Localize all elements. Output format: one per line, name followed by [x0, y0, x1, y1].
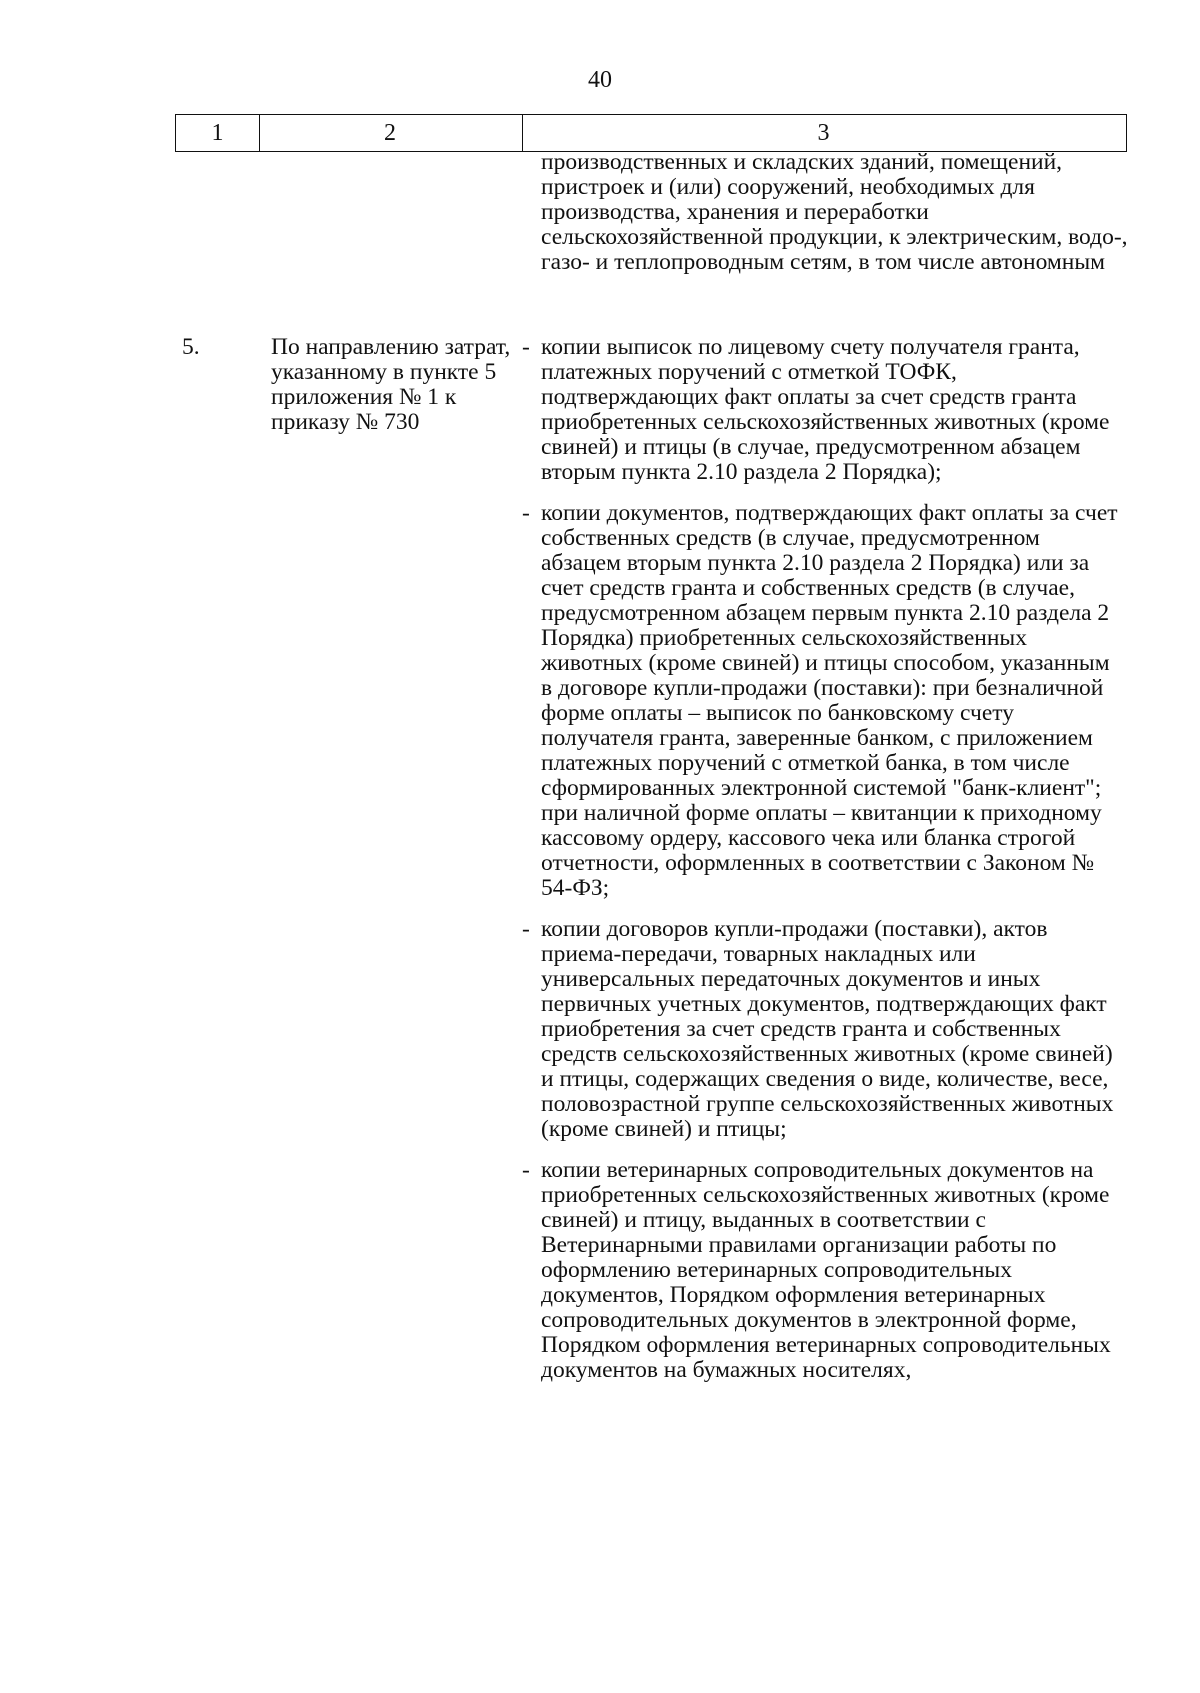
- list-item-text: копии выписок по лицевому счету получателя гранта, платежных поручений с отметкой ТОФК, подтверждающих факт оплаты за счет средств гранта приобретенных сельскохозяйственных животных (кроме свиней) и птицы (в случае, предусмотренном абзацем вторым пункта 2.10 раздела 2 Порядка);: [541, 334, 1110, 485]
- list-item: [522, 501, 1122, 901]
- column-number-2: 2: [384, 120, 396, 146]
- table-header-cell-3: [521, 114, 1127, 152]
- list-item: [522, 335, 1122, 485]
- list-item-dash: -: [522, 500, 530, 526]
- list-item-dash: -: [522, 916, 530, 942]
- list-item-text: копии ветеринарных сопроводительных документов на приобретенных сельскохозяйственных животных (кроме свиней) и птицу, выданных в соответствии с Ветеринарными правилами организации работы по оформлению ветеринарных сопроводительных документов, Порядком оформления ветеринарных сопроводительных документов в электронной форме, Порядком оформления ветеринарных сопроводительных документов на бумажных носителях,: [541, 1157, 1111, 1383]
- page-number: 40: [588, 67, 612, 93]
- row-number: 5.: [182, 334, 200, 360]
- list-item-text: копии договоров купли-продажи (поставки), актов приема-передачи, товарных накладных или универсальных передаточных документов и иных первичных учетных документов, подтверждающих факт приобретения за счет средств гранта и собственных средств сельскохозяйственных животных (кроме свиней) и птицы, содержащих сведения о виде, количестве, весе, половозрастной группе сельскохозяйственных животных (кроме свиней) и птицы;: [541, 916, 1114, 1142]
- list-item-text: копии документов, подтверждающих факт оплаты за счет собственных средств (в случае, предусмотренном абзацем вторым пункта 2.10 раздела 2 Порядка) или за счет средств гранта и собственных средств (в случае, предусмотренном абзацем первым пункта 2.10 раздела 2 Порядка) приобретенных сельскохозяйственных животных (кроме свиней) и птицы способом, указанным в договоре купли-продажи (поставки): при безналичной форме оплаты – выписок по банковскому счету получателя гранта, заверенные банком, с приложением платежных поручений с отметкой банка, в том числе сформированных электронной системой "банк-клиент"; при наличной форме оплаты – квитанции к приходному кассовому ордеру, кассового чека или бланка строгой отчетности, оформленных в соответствии с Законом № 54-ФЗ;: [541, 500, 1118, 901]
- table-header-cell-1: [175, 114, 260, 152]
- list-item: [522, 917, 1122, 1142]
- list-item-dash: -: [522, 334, 530, 360]
- list-item: [522, 1158, 1122, 1383]
- continuation-text: производственных и складских зданий, помещений, пристроек и (или) сооружений, необходимых для производства, хранения и переработки сельскохозяйственной продукции, к электрическим, водо-, газо- и теплопроводным сетям, в том числе автономным: [541, 149, 1128, 275]
- document-list: [522, 335, 1122, 1399]
- table-header-cell-2: [258, 114, 523, 152]
- column-number-3: 3: [817, 120, 830, 146]
- list-item-dash: -: [522, 1157, 530, 1183]
- row-cost-direction: По направлению затрат, указанному в пункте 5 приложения № 1 к приказу № 730: [271, 334, 511, 435]
- column-number-1: 1: [211, 120, 224, 146]
